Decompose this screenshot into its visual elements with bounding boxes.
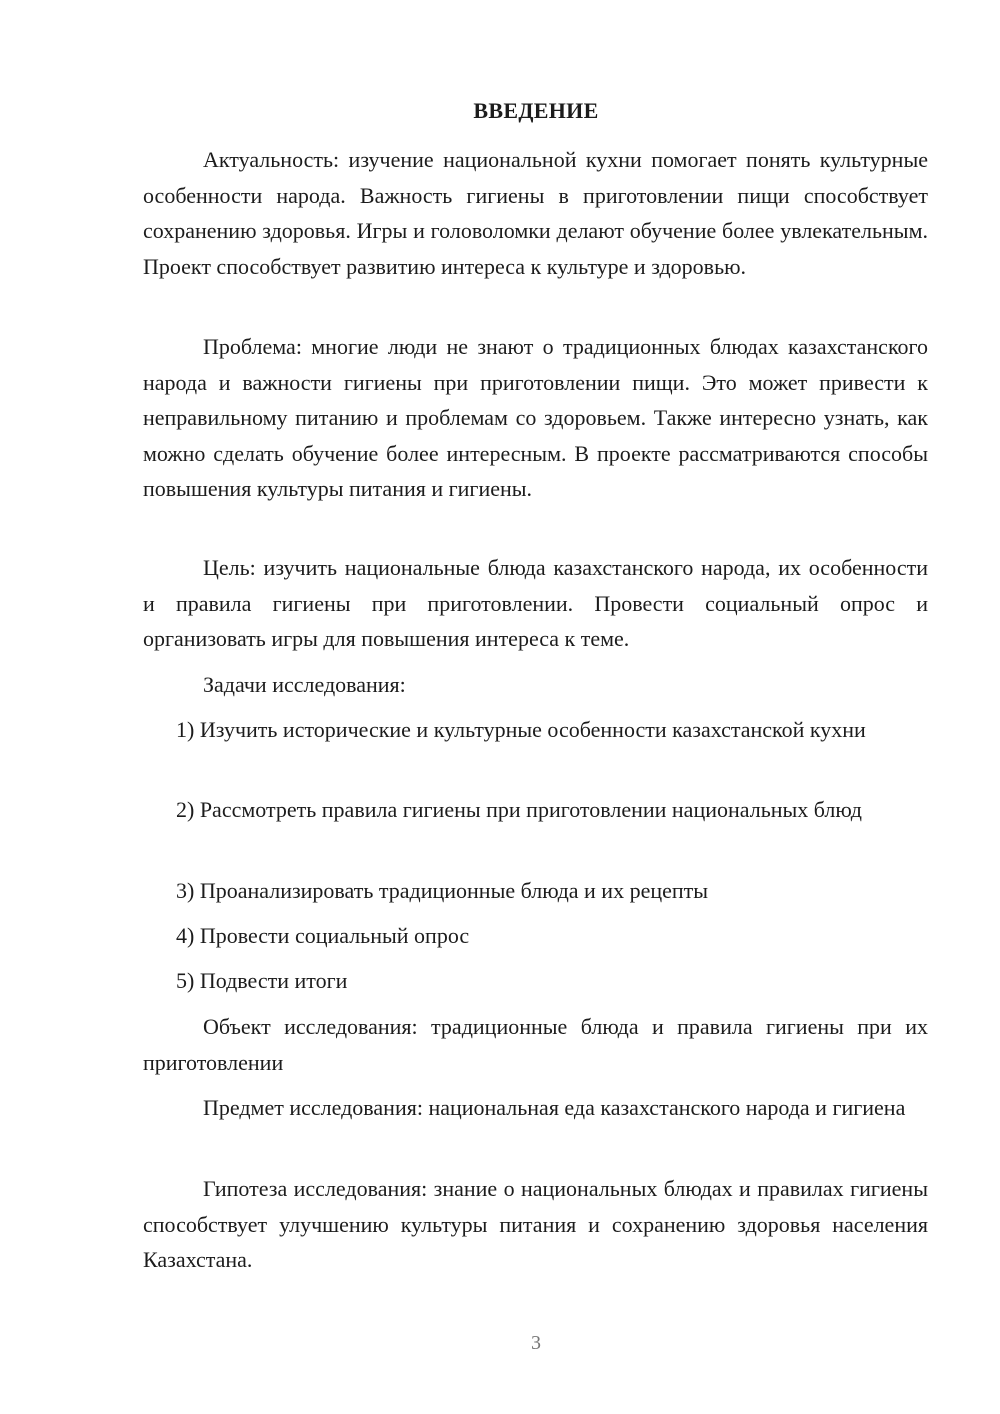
paragraph-goal: Цель: изучить национальные блюда казахстанского народа, их особенности и правила гигиены при приготовлении. Провести социальный опрос и организовать игры для повышения интереса к теме. — [143, 555, 928, 651]
paragraph-object: Объект исследования: традиционные блюда и правила гигиены при их приготовлении — [143, 1014, 928, 1075]
task-item-3: 3) Проанализировать традиционные блюда и их рецепты — [176, 878, 709, 903]
page-number: 3 — [531, 1332, 541, 1354]
paragraph-hypothesis: Гипотеза исследования: знание о национальных блюдах и правилах гигиены способствует улучшению культуры питания и сохранению здоровья населения Казахстана. — [143, 1176, 928, 1272]
paragraph-relevance: Актуальность: изучение национальной кухни помогает понять культурные особенности народа. Важность гигиены в приготовлении пищи способствует сохранению здоровья. Игры и головоломки делают обучение более увлекательным. Проект способствует развитию интереса к культуре и здоровью. — [143, 147, 928, 279]
paragraph-problem: Проблема: многие люди не знают о традиционных блюдах казахстанского народа и важности гигиены при приготовлении пищи. Это может привести к неправильному питанию и проблемам со здоровьем. Также интересно узнать, как можно сделать обучение более интересным. В проекте рассматриваются способы повышения культуры питания и гигиены. — [143, 334, 928, 501]
paragraph-subject: Предмет исследования: национальная еда казахстанского народа и гигиена — [203, 1095, 906, 1120]
task-item-1: 1) Изучить исторические и культурные особенности казахстанской кухни — [176, 717, 866, 742]
task-item-4: 4) Провести социальный опрос — [176, 923, 470, 948]
tasks-heading: Задачи исследования: — [203, 672, 406, 697]
task-item-5: 5) Подвести итоги — [176, 968, 348, 993]
page-title: ВВЕДЕНИЕ — [473, 98, 599, 123]
task-item-2: 2) Рассмотреть правила гигиены при приготовлении национальных блюд — [176, 797, 862, 822]
